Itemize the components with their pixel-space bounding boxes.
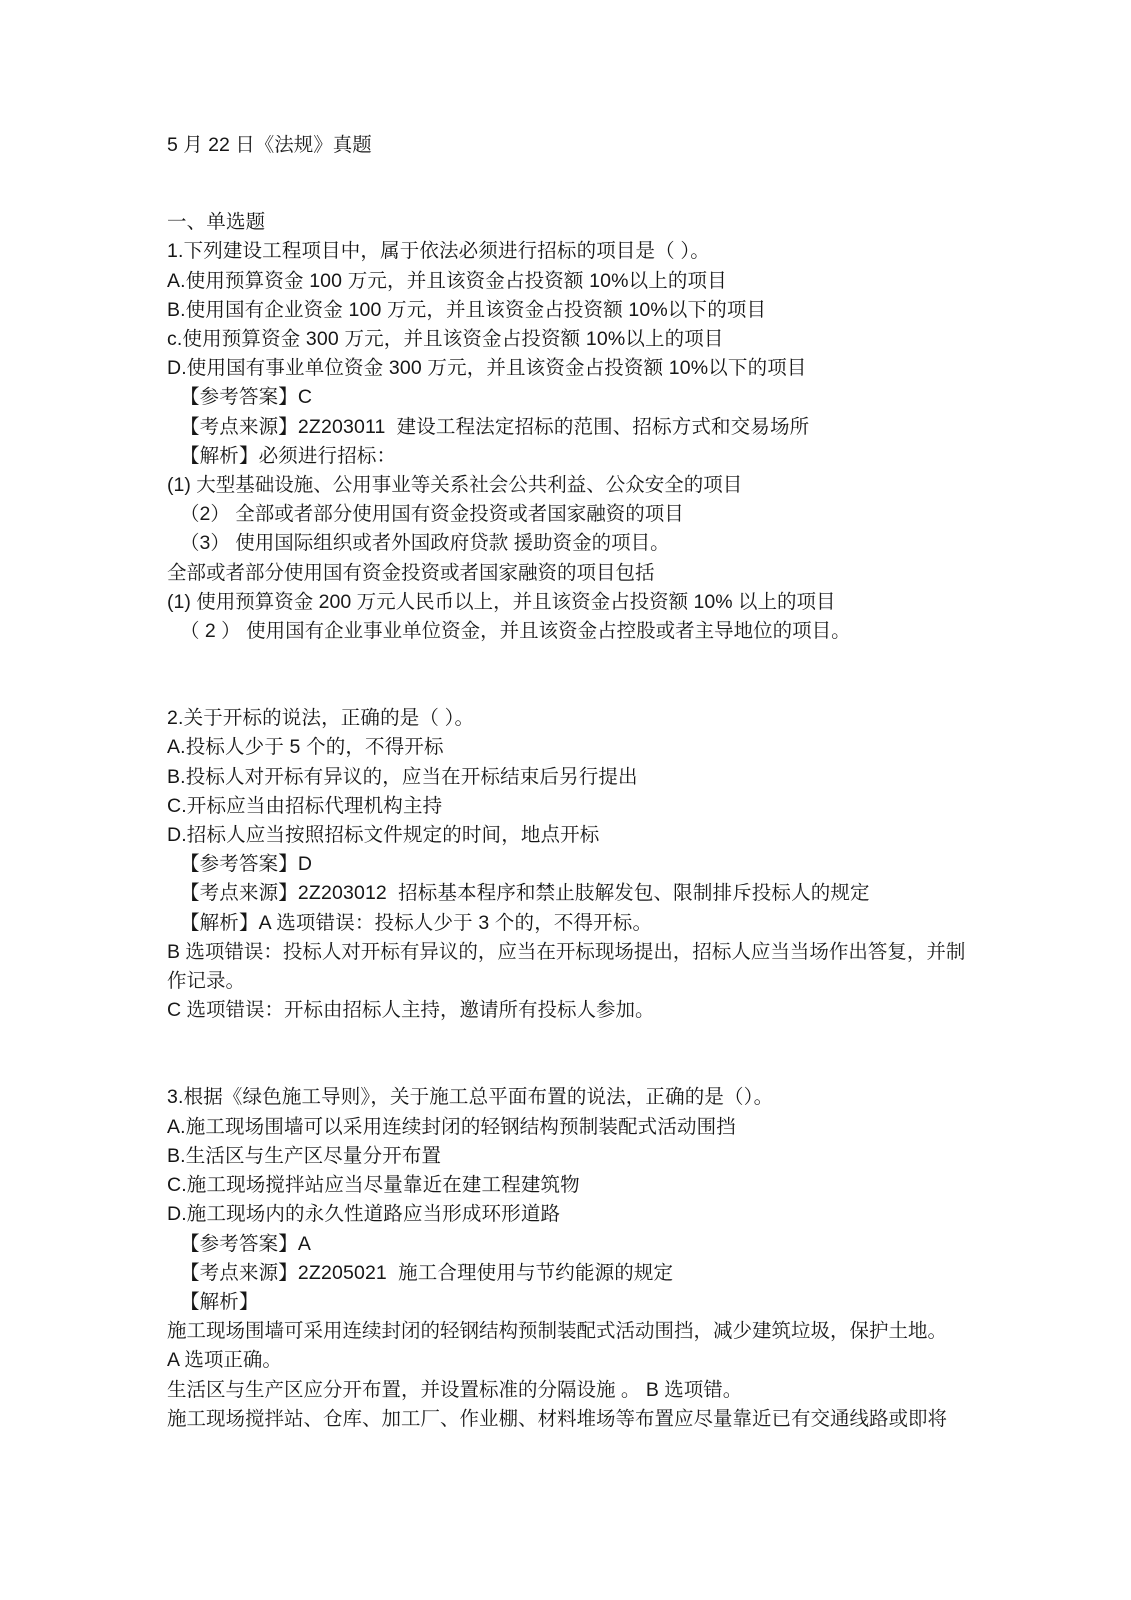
document-body: [167, 131, 979, 1434]
answer-value: D: [297, 853, 313, 876]
analysis-line: C 选项错误：开标由招标人主持，邀请所有投标人参加。: [167, 999, 655, 1022]
answer-label: 【参考答案】: [180, 386, 298, 409]
question-option-b: B.投标人对开标有异议的，应当在开标结束后另行提出: [167, 765, 638, 788]
analysis-line: 生活区与生产区应分开布置，并设置标准的分隔设施 。 B 选项错。: [167, 1378, 743, 1401]
answer-value: C: [297, 386, 313, 409]
question-stem: 1.下列建设工程项目中，属于依法必须进行招标的项目是（ ）。: [167, 240, 710, 263]
answer-row: [167, 1230, 979, 1259]
analysis-row: [167, 442, 979, 471]
answer-value: A: [297, 1232, 312, 1255]
question-2: [167, 704, 979, 1025]
question-1: [167, 237, 979, 646]
question-option-a: A.投标人少于 5 个的，不得开标: [167, 736, 444, 759]
analysis-lead: 必须进行招标：: [258, 444, 397, 467]
analysis-label: 【解析】: [180, 911, 259, 934]
analysis-line: A 选项正确。: [167, 1349, 282, 1372]
source-value: 2Z205021 施工合理使用与节约能源的规定: [297, 1261, 674, 1284]
question-spacer: [167, 646, 979, 704]
analysis-row: [167, 1288, 979, 1317]
source-row: [167, 413, 979, 442]
question-option-d: D.施工现场内的永久性道路应当形成环形道路: [167, 1203, 561, 1226]
question-option-d: D.招标人应当按照招标文件规定的时间，地点开标: [167, 824, 600, 847]
source-value: 2Z203012 招标基本程序和禁止肢解发包、限制排斥投标人的规定: [297, 882, 870, 905]
question-option-b: B.使用国有企业资金 100 万元，并且该资金占投资额 10%以下的项目: [167, 298, 767, 321]
analysis-line: （2） 全部或者部分使用国有资金投资或者国家融资的项目: [180, 503, 684, 526]
answer-label: 【参考答案】: [180, 1232, 298, 1255]
analysis-line: （3） 使用国际组织或者外国政府贷款 援助资金的项目。: [180, 532, 670, 555]
question-option-a: A.使用预算资金 100 万元，并且该资金占投资额 10%以上的项目: [167, 269, 727, 292]
question-3: [167, 1083, 979, 1433]
analysis-line: (1) 大型基础设施、公用事业等关系社会公共利益、公众安全的项目: [167, 474, 743, 497]
question-option-b: B.生活区与生产区尽量分开布置: [167, 1144, 442, 1167]
analysis-label: 【解析】: [180, 444, 259, 467]
analysis-label: 【解析】: [180, 1290, 259, 1313]
source-value: 2Z203011 建设工程法定招标的范围、招标方式和交易场所: [297, 415, 810, 438]
analysis-line: 施工现场围墙可采用连续封闭的轻钢结构预制装配式活动围挡，减少建筑垃圾，保护土地。: [167, 1320, 948, 1343]
answer-label: 【参考答案】: [180, 853, 298, 876]
question-option-c: C.开标应当由招标代理机构主持: [167, 794, 443, 817]
analysis-line: B 选项错误：投标人对开标有异议的，应当在开标现场提出，招标人应当当场作出答复，并制作记录。: [167, 940, 966, 993]
question-option-c: C.施工现场搅拌站应当尽量靠近在建工程建筑物: [167, 1174, 580, 1197]
source-label: 【考点来源】: [180, 1261, 298, 1284]
analysis-line: 施工现场搅拌站、仓库、加工厂、作业棚、材料堆场等布置应尽量靠近已有交通线路或即将: [167, 1407, 948, 1430]
source-label: 【考点来源】: [180, 415, 298, 438]
analysis-lead: A 选项错误：投标人少于 3 个的，不得开标。: [258, 911, 653, 934]
answer-row: [167, 850, 979, 879]
source-label: 【考点来源】: [180, 882, 298, 905]
section-heading: 一、单选题: [167, 211, 266, 234]
question-stem: 3.根据《绿色施工导则》，关于施工总平面布置的说法，正确的是（）。: [167, 1086, 774, 1109]
question-stem: 2.关于开标的说法，正确的是（ ）。: [167, 707, 475, 730]
answer-row: [167, 383, 979, 412]
analysis-line: 全部或者部分使用国有资金投资或者国家融资的项目包括: [167, 561, 655, 584]
question-option-d: D.使用国有事业单位资金 300 万元，并且该资金占投资额 10%以下的项目: [167, 357, 807, 380]
question-option-c: c.使用预算资金 300 万元，并且该资金占投资额 10%以上的项目: [167, 328, 724, 351]
source-row: [167, 1259, 979, 1288]
analysis-line: （ 2 ） 使用国有企业事业单位资金，并且该资金占控股或者主导地位的项目。: [180, 620, 851, 643]
question-option-a: A.施工现场围墙可以采用连续封闭的轻钢结构预制装配式活动围挡: [167, 1115, 736, 1138]
analysis-row: [167, 909, 979, 938]
title-spacer: [167, 160, 979, 208]
source-row: [167, 879, 979, 908]
analysis-line: (1) 使用预算资金 200 万元人民币以上，并且该资金占投资额 10% 以上的项目: [167, 590, 836, 613]
page-title: 5 月 22 日《法规》真题: [167, 134, 372, 156]
question-spacer: [167, 1025, 979, 1083]
